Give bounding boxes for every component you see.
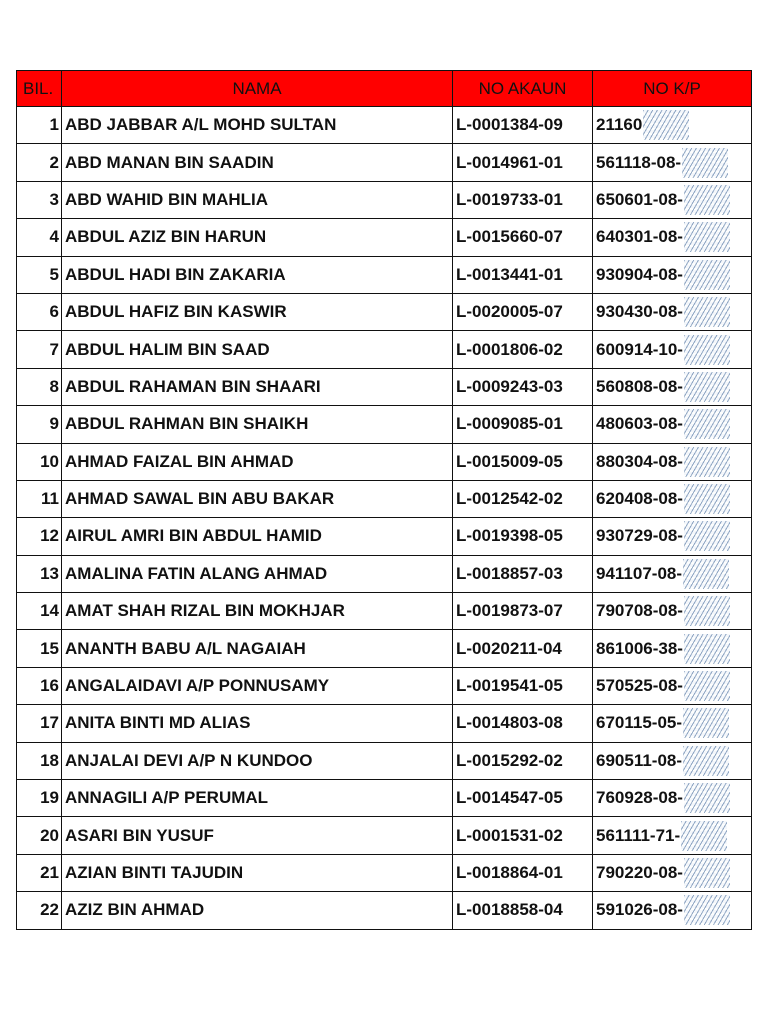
table-row: [17, 107, 752, 144]
cell-bil: 17: [17, 705, 62, 742]
cell-bil: 12: [17, 518, 62, 555]
redaction-mask: [684, 596, 730, 626]
kp-visible-text: 620408-08-: [596, 489, 683, 509]
header-row: [17, 71, 752, 107]
redaction-mask: [684, 895, 730, 925]
cell-no-akaun: L-0014803-08: [453, 705, 593, 742]
redaction-mask: [683, 559, 729, 589]
cell-bil: 22: [17, 892, 62, 929]
redaction-mask: [682, 148, 728, 178]
kp-visible-text: 640301-08-: [596, 227, 683, 247]
table-row: [17, 406, 752, 443]
redaction-mask: [684, 222, 730, 252]
cell-bil: 18: [17, 742, 62, 779]
table-row: [17, 518, 752, 555]
cell-no-akaun: L-0014547-05: [453, 780, 593, 817]
kp-visible-text: 930729-08-: [596, 526, 683, 546]
kp-visible-text: 861006-38-: [596, 638, 683, 658]
cell-no-kp: [593, 144, 752, 181]
table-row: [17, 593, 752, 630]
cell-no-kp: [593, 593, 752, 630]
cell-no-akaun: L-0014961-01: [453, 144, 593, 181]
cell-no-kp: [593, 780, 752, 817]
cell-no-akaun: L-0020005-07: [453, 293, 593, 330]
cell-bil: 20: [17, 817, 62, 854]
cell-bil: 14: [17, 593, 62, 630]
cell-bil: 13: [17, 555, 62, 592]
redaction-mask: [684, 634, 730, 664]
cell-no-kp: [593, 854, 752, 891]
cell-nama: ABD MANAN BIN SAADIN: [62, 144, 453, 181]
kp-visible-text: 930430-08-: [596, 302, 683, 322]
cell-nama: AHMAD SAWAL BIN ABU BAKAR: [62, 480, 453, 517]
redaction-mask: [684, 297, 730, 327]
table-row: [17, 181, 752, 218]
cell-nama: ANANTH BABU A/L NAGAIAH: [62, 630, 453, 667]
kp-visible-text: 650601-08-: [596, 189, 683, 209]
cell-bil: 3: [17, 181, 62, 218]
table-row: [17, 480, 752, 517]
cell-no-kp: [593, 293, 752, 330]
cell-no-kp: [593, 892, 752, 929]
cell-bil: 5: [17, 256, 62, 293]
kp-visible-text: 561111-71-: [596, 825, 681, 845]
table-row: [17, 256, 752, 293]
cell-no-kp: [593, 518, 752, 555]
cell-no-kp: [593, 480, 752, 517]
table-row: [17, 443, 752, 480]
cell-nama: ANJALAI DEVI A/P N KUNDOO: [62, 742, 453, 779]
header-no-kp: NO K/P: [593, 71, 752, 107]
cell-nama: ABDUL RAHMAN BIN SHAIKH: [62, 406, 453, 443]
cell-nama: AMAT SHAH RIZAL BIN MOKHJAR: [62, 593, 453, 630]
kp-visible-text: 790220-08-: [596, 863, 683, 882]
cell-no-kp: [593, 331, 752, 368]
redaction-mask: [681, 821, 727, 851]
cell-nama: ABDUL HAFIZ BIN KASWIR: [62, 293, 453, 330]
kp-visible-text: 930904-08-: [596, 264, 683, 284]
cell-nama: ABDUL HALIM BIN SAAD: [62, 331, 453, 368]
kp-visible-text: 880304-08-: [596, 451, 683, 471]
records-table: [16, 70, 752, 930]
redaction-mask: [683, 708, 729, 738]
redaction-mask: [684, 671, 730, 701]
table-row: [17, 331, 752, 368]
redaction-mask: [684, 521, 730, 551]
cell-no-kp: [593, 181, 752, 218]
cell-no-kp: [593, 667, 752, 704]
redaction-mask: [684, 484, 730, 514]
table-row: [17, 780, 752, 817]
redaction-mask: [643, 110, 689, 140]
cell-no-akaun: L-0015009-05: [453, 443, 593, 480]
cell-nama: ANGALAIDAVI A/P PONNUSAMY: [62, 667, 453, 704]
cell-nama: ABDUL HADI BIN ZAKARIA: [62, 256, 453, 293]
table-row: [17, 555, 752, 592]
table-row: [17, 854, 752, 891]
cell-bil: 7: [17, 331, 62, 368]
kp-visible-text: 670115-05-: [596, 713, 683, 733]
kp-visible-text: 790708-08-: [596, 601, 683, 621]
redaction-mask: [684, 372, 730, 402]
cell-nama: ANNAGILI A/P PERUMAL: [62, 780, 453, 817]
cell-no-akaun: L-0009085-01: [453, 406, 593, 443]
kp-visible-text: 480603-08-: [596, 414, 683, 434]
kp-visible-text: 561118-08-: [596, 152, 682, 172]
redaction-mask: [684, 185, 730, 215]
cell-bil: 8: [17, 368, 62, 405]
redaction-mask: [684, 335, 730, 365]
cell-nama: ABD WAHID BIN MAHLIA: [62, 181, 453, 218]
cell-bil: 11: [17, 480, 62, 517]
cell-no-akaun: L-0015660-07: [453, 219, 593, 256]
redaction-mask: [684, 260, 730, 290]
cell-no-kp: [593, 219, 752, 256]
kp-visible-text: 570525-08-: [596, 676, 683, 696]
cell-no-akaun: L-0001384-09: [453, 107, 593, 144]
kp-visible-text: 21160: [596, 115, 643, 135]
cell-no-kp: [593, 443, 752, 480]
table-row: [17, 293, 752, 330]
cell-no-akaun: L-0018857-03: [453, 555, 593, 592]
cell-bil: 19: [17, 780, 62, 817]
cell-bil: 16: [17, 667, 62, 704]
cell-no-akaun: L-0012542-02: [453, 480, 593, 517]
cell-no-akaun: L-0020211-04: [453, 630, 593, 667]
cell-no-akaun: L-0019873-07: [453, 593, 593, 630]
header-bil: BIL.: [17, 71, 62, 107]
cell-no-akaun: L-0009243-03: [453, 368, 593, 405]
cell-no-kp: [593, 705, 752, 742]
table-row: [17, 630, 752, 667]
table-row: [17, 817, 752, 854]
cell-no-kp: [593, 368, 752, 405]
redaction-mask: [684, 409, 730, 439]
cell-bil: 4: [17, 219, 62, 256]
kp-visible-text: 690511-08-: [596, 750, 683, 770]
table-row: [17, 742, 752, 779]
cell-no-akaun: L-0018864-01: [453, 854, 593, 891]
table-body: [17, 107, 752, 930]
cell-bil: 15: [17, 630, 62, 667]
cell-no-kp: [593, 555, 752, 592]
cell-no-kp: [593, 256, 752, 293]
kp-visible-text: 560808-08-: [596, 376, 683, 396]
table-header: [17, 71, 752, 107]
cell-bil: 21: [17, 854, 62, 891]
cell-no-akaun: L-0001806-02: [453, 331, 593, 368]
cell-nama: ANITA BINTI MD ALIAS: [62, 705, 453, 742]
cell-no-akaun: L-0013441-01: [453, 256, 593, 293]
cell-no-akaun: L-0019398-05: [453, 518, 593, 555]
cell-bil: 9: [17, 406, 62, 443]
kp-visible-text: 760928-08-: [596, 788, 683, 808]
cell-no-kp: [593, 742, 752, 779]
table-row: [17, 892, 752, 929]
cell-nama: AIRUL AMRI BIN ABDUL HAMID: [62, 518, 453, 555]
cell-nama: AMALINA FATIN ALANG AHMAD: [62, 555, 453, 592]
cell-bil: 6: [17, 293, 62, 330]
cell-no-akaun: L-0019541-05: [453, 667, 593, 704]
cell-nama: AZIAN BINTI TAJUDIN: [62, 854, 453, 891]
table-row: [17, 368, 752, 405]
cell-nama: ABD JABBAR A/L MOHD SULTAN: [62, 107, 453, 144]
header-no-akaun: NO AKAUN: [453, 71, 593, 107]
cell-no-akaun: L-0001531-02: [453, 817, 593, 854]
cell-nama: ABDUL RAHAMAN BIN SHAARI: [62, 368, 453, 405]
cell-nama: ABDUL AZIZ BIN HARUN: [62, 219, 453, 256]
kp-visible-text: 941107-08-: [596, 563, 683, 583]
table-row: [17, 219, 752, 256]
cell-nama: AZIZ BIN AHMAD: [62, 892, 453, 929]
cell-no-kp: [593, 817, 752, 854]
table-row: [17, 144, 752, 181]
redaction-mask: [684, 858, 730, 888]
kp-visible-text: 591026-08-: [596, 900, 683, 920]
cell-bil: 10: [17, 443, 62, 480]
cell-nama: ASARI BIN YUSUF: [62, 817, 453, 854]
cell-nama: AHMAD FAIZAL BIN AHMAD: [62, 443, 453, 480]
redaction-mask: [684, 447, 730, 477]
redaction-mask: [683, 746, 729, 776]
table-row: [17, 705, 752, 742]
cell-no-akaun: L-0015292-02: [453, 742, 593, 779]
kp-visible-text: 600914-10-: [596, 339, 683, 359]
cell-no-akaun: L-0019733-01: [453, 181, 593, 218]
cell-no-kp: [593, 107, 752, 144]
header-nama: NAMA: [62, 71, 453, 107]
cell-no-kp: [593, 406, 752, 443]
cell-no-kp: [593, 630, 752, 667]
cell-no-akaun: L-0018858-04: [453, 892, 593, 929]
cell-bil: 2: [17, 144, 62, 181]
table-row: [17, 667, 752, 704]
cell-bil: 1: [17, 107, 62, 144]
redaction-mask: [684, 783, 730, 813]
